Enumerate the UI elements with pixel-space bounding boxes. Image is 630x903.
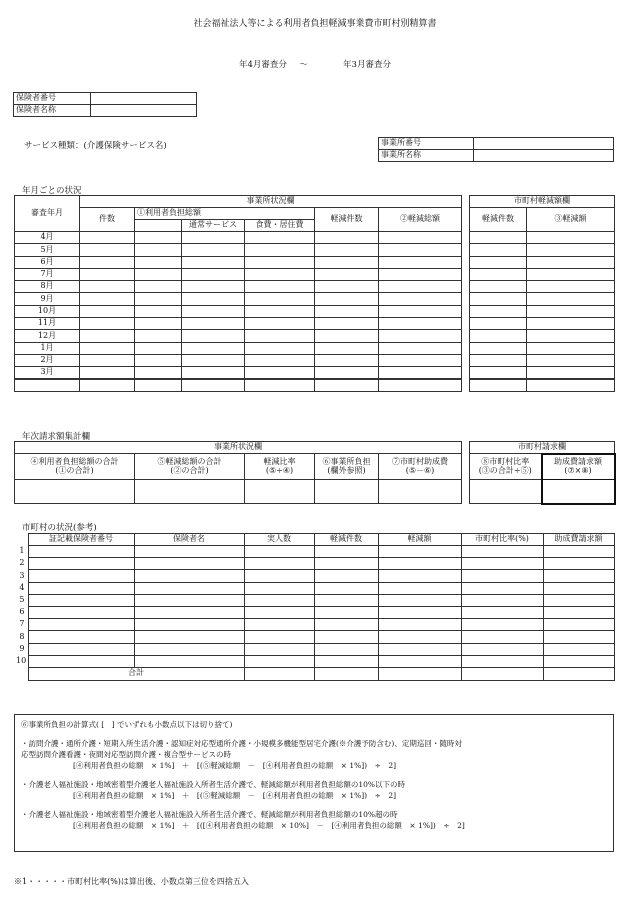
- muni-status-cell[interactable]: [461, 594, 543, 606]
- muni-value-cell[interactable]: [470, 342, 527, 354]
- col-burden-total-header: ①利用者負担総額: [135, 208, 315, 220]
- muni-status-cell[interactable]: [543, 582, 614, 594]
- muni-status-cell[interactable]: [28, 558, 134, 570]
- muni-value-cell[interactable]: [527, 318, 615, 330]
- muni-value-cell[interactable]: [527, 354, 615, 366]
- muni-value-cell[interactable]: [527, 281, 615, 293]
- page-title: 社会福祉法人等による利用者負担軽減事業費市町村別精算書: [193, 19, 437, 29]
- monthly-value-cell[interactable]: [80, 293, 135, 305]
- monthly-value-cell[interactable]: [80, 281, 135, 293]
- monthly-value-cell[interactable]: [182, 367, 245, 379]
- muni-status-cell[interactable]: [461, 558, 543, 570]
- monthly-value-cell[interactable]: [315, 354, 379, 366]
- muni-value-cell[interactable]: [470, 354, 527, 366]
- muni-status-total-label: 合計: [28, 667, 244, 680]
- monthly-value-cell[interactable]: [182, 305, 245, 317]
- muni-status-cell[interactable]: [461, 655, 543, 667]
- monthly-value-cell[interactable]: [379, 281, 462, 293]
- annual-col7: ⑦市町村助成費 (⑤－⑥): [379, 454, 462, 480]
- monthly-value-cell[interactable]: [315, 293, 379, 305]
- monthly-value-cell[interactable]: [379, 354, 462, 366]
- formula-heading: ⑥事業所負担の計算式( [ ] でいずれも小数点以下は切り捨て): [21, 720, 233, 729]
- insurer-name-label: 保険者名称: [14, 105, 91, 117]
- muni-status-cell[interactable]: [244, 655, 314, 667]
- muni-status-cell[interactable]: [314, 594, 378, 606]
- muni-status-cell[interactable]: [378, 631, 461, 643]
- office-number-label: 事業所番号: [379, 138, 474, 150]
- month-cell: 9月: [15, 293, 80, 305]
- muni-status-cell[interactable]: [134, 546, 244, 558]
- office-number-field[interactable]: [474, 138, 614, 150]
- muni-status-cell[interactable]: [378, 582, 461, 594]
- monthly-value-cell[interactable]: [379, 305, 462, 317]
- muni-status-cell[interactable]: [134, 606, 244, 618]
- muni-status-header-3: 軽減件数: [314, 534, 378, 546]
- muni-status-cell[interactable]: [244, 546, 314, 558]
- muni-status-cell[interactable]: [314, 570, 378, 582]
- muni-status-cell[interactable]: [378, 594, 461, 606]
- monthly-value-cell[interactable]: [245, 244, 315, 256]
- col-month-header: 審査年月: [15, 196, 80, 232]
- monthly-value-cell[interactable]: [315, 232, 379, 244]
- annual-office-table: [14, 441, 462, 504]
- muni-status-cell[interactable]: [28, 570, 134, 582]
- monthly-value-cell[interactable]: [245, 232, 315, 244]
- muni-status-header-2: 実人数: [244, 534, 314, 546]
- row-number: 5: [19, 594, 25, 604]
- monthly-value-cell[interactable]: [80, 256, 135, 268]
- monthly-value-cell[interactable]: [245, 342, 315, 354]
- monthly-value-cell[interactable]: [315, 305, 379, 317]
- muni-value-cell[interactable]: [470, 305, 527, 317]
- row-number: 4: [19, 582, 25, 592]
- muni-status-cell[interactable]: [134, 643, 244, 655]
- review-period: [0, 58, 630, 70]
- month-cell: 6月: [15, 256, 80, 268]
- annual-col5: ⑤軽減総額の合計 (②の合計): [135, 454, 245, 480]
- monthly-value-cell[interactable]: [80, 330, 135, 342]
- muni-status-header-6: 助成費請求額: [543, 534, 614, 546]
- muni-status-cell[interactable]: [543, 643, 614, 655]
- monthly-value-cell[interactable]: [182, 293, 245, 305]
- monthly-value-cell[interactable]: [245, 318, 315, 330]
- monthly-value-cell[interactable]: [80, 342, 135, 354]
- monthly-value-cell[interactable]: [182, 256, 245, 268]
- muni-value-cell[interactable]: [470, 232, 527, 244]
- monthly-value-cell[interactable]: [379, 330, 462, 342]
- monthly-value-cell[interactable]: [80, 379, 135, 391]
- muni-status-cell[interactable]: [134, 655, 244, 667]
- monthly-office-table: [14, 195, 462, 392]
- muni-status-cell[interactable]: [461, 546, 543, 558]
- muni-status-cell[interactable]: [461, 570, 543, 582]
- monthly-value-cell[interactable]: [379, 232, 462, 244]
- col-count-header: 件数: [80, 208, 135, 232]
- monthly-value-cell[interactable]: [379, 342, 462, 354]
- muni-amount-header: ③軽減額: [527, 208, 615, 232]
- monthly-value-cell[interactable]: [182, 244, 245, 256]
- annual-office-header: 事業所状況欄: [15, 442, 462, 454]
- muni-status-cell[interactable]: [314, 546, 378, 558]
- annual-col-ratio: 軽減比率 (⑤÷④): [245, 454, 315, 480]
- insurer-table: [13, 92, 197, 117]
- formula-case2-condition: ・介護老人福祉施設・地域密着型介護老人福祉施設入所者生活介護で、軽減総額が利用者負担総額の10%以下の時: [21, 780, 406, 789]
- monthly-value-cell[interactable]: [245, 354, 315, 366]
- muni-status-cell[interactable]: [378, 606, 461, 618]
- monthly-value-cell[interactable]: [315, 318, 379, 330]
- monthly-value-cell[interactable]: [80, 244, 135, 256]
- muni-status-cell[interactable]: [314, 606, 378, 618]
- muni-value-cell[interactable]: [527, 293, 615, 305]
- row-number: 1: [19, 546, 25, 556]
- monthly-value-cell[interactable]: [135, 268, 182, 280]
- row-number: 2: [19, 558, 25, 568]
- muni-status-cell[interactable]: [378, 619, 461, 631]
- muni-status-cell[interactable]: [314, 619, 378, 631]
- muni-status-cell[interactable]: [461, 643, 543, 655]
- period-to: 年3月審査分: [343, 60, 391, 70]
- muni-status-header-5: 市町村比率(%): [461, 534, 543, 546]
- monthly-value-cell[interactable]: [135, 330, 182, 342]
- total-cell[interactable]: [543, 667, 614, 680]
- monthly-value-cell[interactable]: [135, 256, 182, 268]
- month-cell: [15, 379, 80, 391]
- muni-value-cell[interactable]: [527, 244, 615, 256]
- annual-value-5[interactable]: [135, 480, 245, 504]
- monthly-value-cell[interactable]: [135, 232, 182, 244]
- monthly-value-cell[interactable]: [135, 367, 182, 379]
- muni-value-cell[interactable]: [470, 281, 527, 293]
- monthly-value-cell[interactable]: [245, 379, 315, 391]
- row-number: 6: [19, 607, 25, 617]
- monthly-value-cell[interactable]: [80, 318, 135, 330]
- row-number: 3: [19, 570, 25, 580]
- muni-status-cell[interactable]: [28, 606, 134, 618]
- muni-status-cell[interactable]: [244, 643, 314, 655]
- month-cell: 4月: [15, 232, 80, 244]
- office-table: [378, 137, 614, 162]
- muni-status-cell[interactable]: [244, 619, 314, 631]
- row-number: 9: [19, 643, 25, 653]
- period-separator: ～: [299, 60, 308, 70]
- muni-status-cell[interactable]: [461, 619, 543, 631]
- muni-status-cell[interactable]: [314, 643, 378, 655]
- monthly-value-cell[interactable]: [182, 342, 245, 354]
- monthly-value-cell[interactable]: [245, 268, 315, 280]
- muni-value-cell[interactable]: [470, 318, 527, 330]
- annual-value-6[interactable]: [315, 480, 379, 504]
- muni-status-cell[interactable]: [543, 570, 614, 582]
- muni-value-cell[interactable]: [470, 256, 527, 268]
- monthly-value-cell[interactable]: [182, 232, 245, 244]
- monthly-value-cell[interactable]: [182, 330, 245, 342]
- month-cell: 3月: [15, 367, 80, 379]
- muni-status-cell[interactable]: [28, 643, 134, 655]
- muni-status-cell[interactable]: [543, 606, 614, 618]
- muni-status-cell[interactable]: [543, 546, 614, 558]
- muni-status-cell[interactable]: [244, 570, 314, 582]
- annual-value-8[interactable]: [470, 480, 542, 504]
- muni-value-cell[interactable]: [470, 379, 527, 391]
- muni-status-cell[interactable]: [28, 655, 134, 667]
- annual-value-claim[interactable]: [542, 480, 615, 504]
- muni-status-cell[interactable]: [134, 582, 244, 594]
- muni-value-cell[interactable]: [527, 379, 615, 391]
- muni-value-cell[interactable]: [470, 367, 527, 379]
- monthly-value-cell[interactable]: [379, 256, 462, 268]
- annual-value-4[interactable]: [15, 480, 135, 504]
- muni-reduction-header: 市町村軽減額欄: [470, 196, 615, 208]
- monthly-value-cell[interactable]: [135, 293, 182, 305]
- monthly-value-cell[interactable]: [379, 379, 462, 391]
- col-reduce-count-header: 軽減件数: [315, 208, 379, 232]
- monthly-value-cell[interactable]: [315, 342, 379, 354]
- annual-col6: ⑥事業所負担 (欄外参照): [315, 454, 379, 480]
- monthly-value-cell[interactable]: [315, 281, 379, 293]
- monthly-value-cell[interactable]: [182, 268, 245, 280]
- month-cell: 10月: [15, 305, 80, 317]
- muni-status-header-4: 軽減額: [378, 534, 461, 546]
- muni-status-cell[interactable]: [134, 594, 244, 606]
- monthly-section-title: 年月ごとの状況: [22, 186, 82, 196]
- muni-value-cell[interactable]: [470, 293, 527, 305]
- monthly-value-cell[interactable]: [245, 293, 315, 305]
- month-cell: 5月: [15, 244, 80, 256]
- monthly-value-cell[interactable]: [315, 367, 379, 379]
- insurer-number-label: 保険者番号: [14, 93, 91, 105]
- annual-col-claim: 助成費請求額 (⑦×⑧): [542, 454, 615, 480]
- annual-col4: ④利用者負担総額の合計 (①の合計): [15, 454, 135, 480]
- muni-status-cell[interactable]: [461, 606, 543, 618]
- monthly-value-cell[interactable]: [182, 379, 245, 391]
- muni-status-cell[interactable]: [543, 655, 614, 667]
- muni-status-cell[interactable]: [314, 631, 378, 643]
- muni-status-cell[interactable]: [244, 631, 314, 643]
- monthly-value-cell[interactable]: [315, 244, 379, 256]
- month-cell: 7月: [15, 268, 80, 280]
- month-cell: 11月: [15, 318, 80, 330]
- muni-status-cell[interactable]: [244, 558, 314, 570]
- total-cell[interactable]: [244, 667, 314, 680]
- muni-status-section-title: 市町村の状況(参考): [22, 523, 97, 533]
- muni-status-cell[interactable]: [378, 643, 461, 655]
- monthly-value-cell[interactable]: [379, 293, 462, 305]
- muni-status-cell[interactable]: [378, 655, 461, 667]
- monthly-value-cell[interactable]: [379, 367, 462, 379]
- monthly-value-cell[interactable]: [182, 354, 245, 366]
- office-status-header: 事業所状況欄: [80, 196, 462, 208]
- muni-value-cell[interactable]: [527, 367, 615, 379]
- annual-muni-header: 市町村請求欄: [470, 442, 615, 454]
- muni-status-cell[interactable]: [28, 582, 134, 594]
- monthly-value-cell[interactable]: [245, 367, 315, 379]
- annual-col8: ⑧市町村比率 (③の合計÷⑤): [470, 454, 542, 480]
- monthly-value-cell[interactable]: [182, 281, 245, 293]
- muni-value-cell[interactable]: [470, 268, 527, 280]
- insurer-name-field[interactable]: [91, 105, 197, 117]
- insurer-number-field[interactable]: [91, 93, 197, 105]
- muni-status-cell[interactable]: [134, 619, 244, 631]
- total-cell[interactable]: [378, 667, 461, 680]
- monthly-value-cell[interactable]: [245, 305, 315, 317]
- service-type-label: サービス種類：(介護保険サービス名): [24, 141, 167, 151]
- muni-status-cell[interactable]: [543, 631, 614, 643]
- monthly-value-cell[interactable]: [80, 367, 135, 379]
- monthly-value-cell[interactable]: [315, 379, 379, 391]
- monthly-value-cell[interactable]: [379, 318, 462, 330]
- muni-status-cell[interactable]: [28, 631, 134, 643]
- muni-status-cell[interactable]: [314, 558, 378, 570]
- annual-muni-table: [469, 441, 616, 505]
- month-cell: 12月: [15, 330, 80, 342]
- muni-status-header-0: 証記載保険者番号: [28, 534, 134, 546]
- muni-status-cell[interactable]: [244, 606, 314, 618]
- monthly-value-cell[interactable]: [379, 244, 462, 256]
- month-cell: 1月: [15, 342, 80, 354]
- muni-status-cell[interactable]: [543, 594, 614, 606]
- muni-value-cell[interactable]: [527, 342, 615, 354]
- muni-status-cell[interactable]: [28, 594, 134, 606]
- office-name-field[interactable]: [474, 150, 614, 162]
- formula-case3-expression: [④利用者負担の総額 × 1%] ＋ [([④利用者負担の総額 × 10%] － [④利用者負担の総額 × 1%]) ÷ 2]: [73, 821, 465, 830]
- monthly-value-cell[interactable]: [80, 232, 135, 244]
- col-food-header: 食費・居住費: [245, 220, 315, 232]
- monthly-value-cell[interactable]: [135, 281, 182, 293]
- monthly-value-cell[interactable]: [135, 342, 182, 354]
- formula-case1-line1: ・訪問介護・通所介護・短期入所生活介護・認知症対応型通所介護・小規模多機能型居宅介護(※介護予防含む)、定期巡回・随時対: [21, 739, 462, 748]
- muni-value-cell[interactable]: [527, 232, 615, 244]
- row-number: 8: [19, 631, 25, 641]
- period-from: 年4月審査分: [239, 60, 287, 70]
- monthly-value-cell[interactable]: [315, 268, 379, 280]
- muni-value-cell[interactable]: [470, 244, 527, 256]
- monthly-value-cell[interactable]: [80, 305, 135, 317]
- monthly-value-cell[interactable]: [135, 354, 182, 366]
- monthly-value-cell[interactable]: [135, 318, 182, 330]
- monthly-value-cell[interactable]: [135, 305, 182, 317]
- col-normal-header: 通常サービス: [182, 220, 245, 232]
- monthly-value-cell[interactable]: [245, 256, 315, 268]
- muni-status-cell[interactable]: [314, 655, 378, 667]
- muni-status-cell[interactable]: [543, 619, 614, 631]
- monthly-value-cell[interactable]: [245, 281, 315, 293]
- monthly-value-cell[interactable]: [80, 268, 135, 280]
- footnote: ※1・・・・・市町村比率(%)は算出後、小数点第三位を四捨五入: [14, 877, 249, 886]
- muni-status-cell[interactable]: [244, 594, 314, 606]
- monthly-value-cell[interactable]: [379, 268, 462, 280]
- muni-status-cell[interactable]: [134, 558, 244, 570]
- month-cell: 2月: [15, 354, 80, 366]
- muni-value-cell[interactable]: [470, 330, 527, 342]
- monthly-value-cell[interactable]: [315, 330, 379, 342]
- month-cell: 8月: [15, 281, 80, 293]
- muni-status-cell[interactable]: [378, 558, 461, 570]
- muni-status-header-1: 保険者名: [134, 534, 244, 546]
- monthly-value-cell[interactable]: [182, 318, 245, 330]
- formula-case3-condition: ・介護老人福祉施設・地域密着型介護老人福祉施設入所者生活介護で、軽減総額が利用者負担総額の10%超の時: [21, 810, 398, 819]
- muni-value-cell[interactable]: [527, 330, 615, 342]
- muni-value-cell[interactable]: [527, 305, 615, 317]
- muni-status-cell[interactable]: [461, 631, 543, 643]
- formula-box: [14, 714, 614, 852]
- formula-case1-expression: [④利用者負担の総額 × 1%] ＋ [(⑤軽減総額 － [④利用者負担の総額 × 1%]) ÷ 2]: [73, 761, 397, 770]
- muni-status-cell[interactable]: [314, 582, 378, 594]
- muni-status-cell[interactable]: [134, 570, 244, 582]
- muni-status-cell[interactable]: [28, 619, 134, 631]
- muni-status-cell[interactable]: [378, 570, 461, 582]
- monthly-value-cell[interactable]: [245, 330, 315, 342]
- annual-value-7[interactable]: [379, 480, 462, 504]
- formula-case2-expression: [④利用者負担の総額 × 1%] ＋ [(⑤軽減総額 － [④利用者負担の総額 × 1%]) ÷ 2]: [73, 791, 397, 800]
- muni-count-header: 軽減件数: [470, 208, 527, 232]
- muni-status-cell[interactable]: [244, 582, 314, 594]
- muni-status-cell[interactable]: [378, 546, 461, 558]
- row-number: 7: [19, 619, 25, 629]
- total-cell[interactable]: [461, 667, 543, 680]
- annual-value-ratio[interactable]: [245, 480, 315, 504]
- total-cell[interactable]: [314, 667, 378, 680]
- muni-status-cell[interactable]: [134, 631, 244, 643]
- col-reduce-total-header: ②軽減総額: [379, 208, 462, 232]
- office-name-label: 事業所名称: [379, 150, 474, 162]
- muni-status-table: [14, 533, 615, 681]
- monthly-value-cell[interactable]: [135, 379, 182, 391]
- monthly-value-cell[interactable]: [135, 244, 182, 256]
- muni-status-cell[interactable]: [28, 546, 134, 558]
- row-number: 10: [16, 655, 27, 665]
- muni-status-cell[interactable]: [543, 558, 614, 570]
- monthly-value-cell[interactable]: [80, 354, 135, 366]
- annual-section-title: 年次請求額集計欄: [22, 432, 91, 442]
- muni-value-cell[interactable]: [527, 256, 615, 268]
- muni-value-cell[interactable]: [527, 268, 615, 280]
- monthly-value-cell[interactable]: [315, 256, 379, 268]
- muni-status-cell[interactable]: [461, 582, 543, 594]
- monthly-muni-table: [469, 195, 615, 392]
- formula-case1-line2: 応型訪問介護看護・夜間対応型訪問介護・複合型サービスの時: [21, 750, 231, 759]
